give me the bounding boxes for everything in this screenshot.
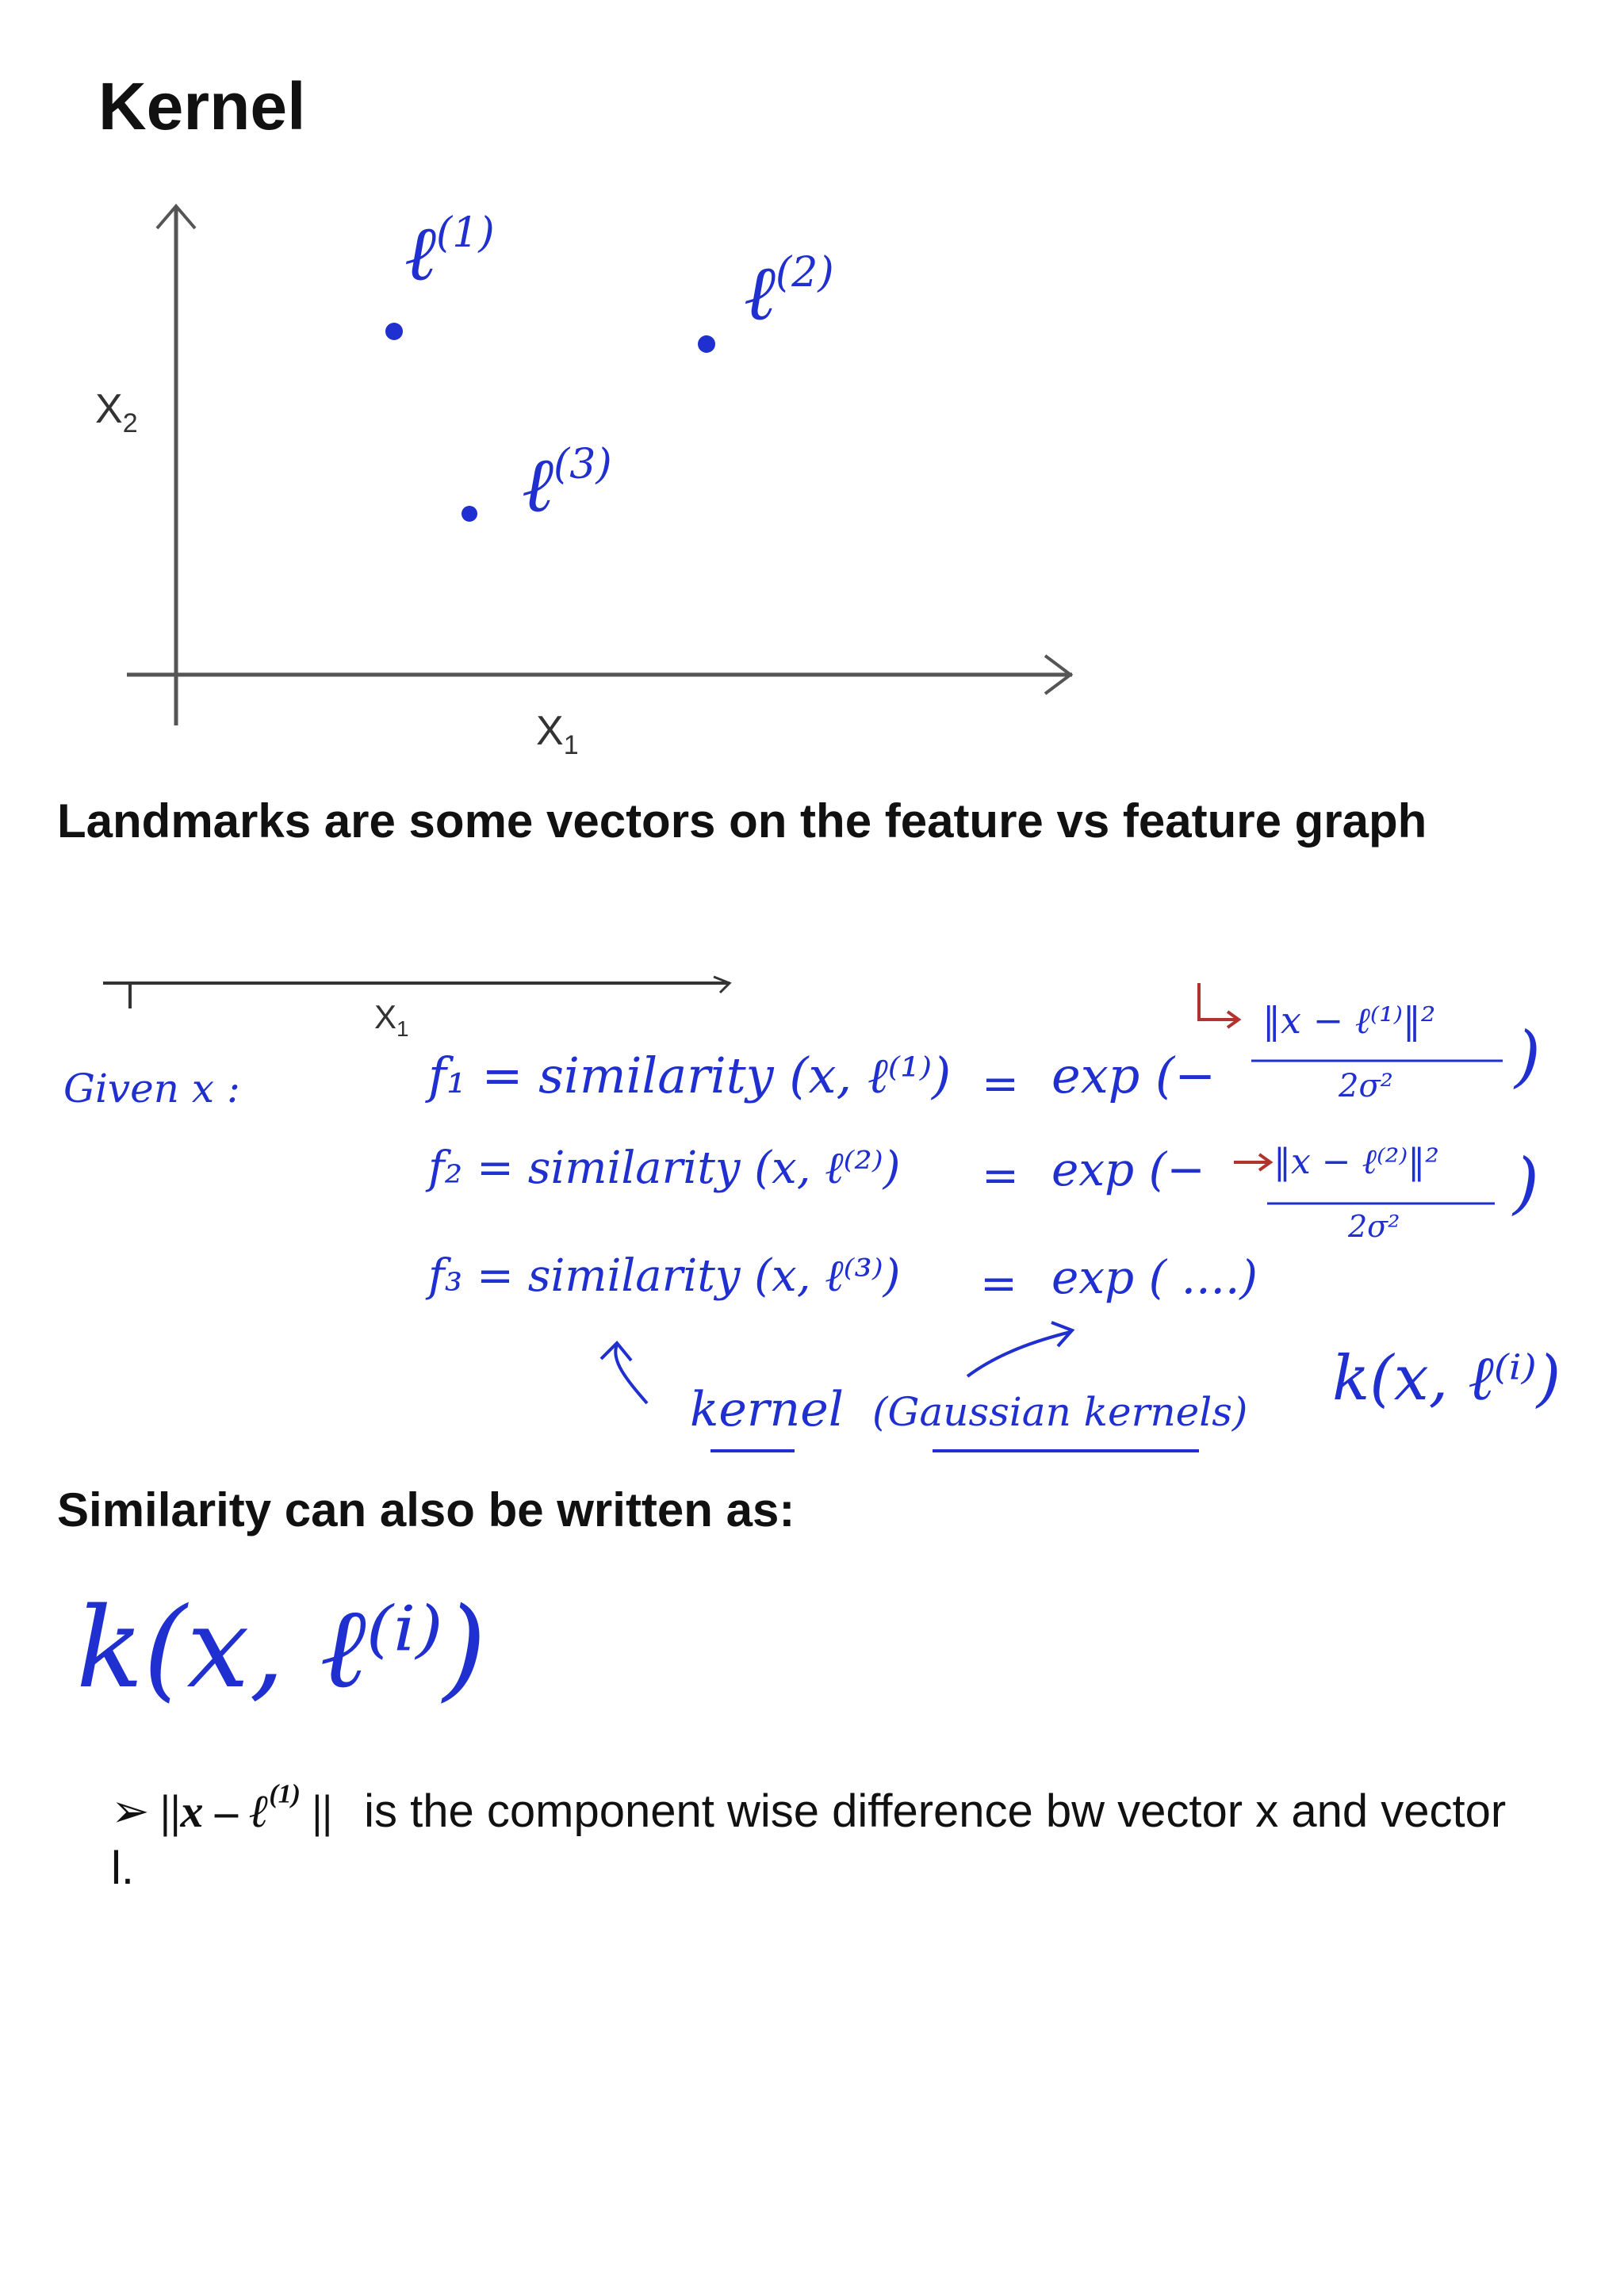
f1-equals: = <box>982 1058 1019 1110</box>
landmark-1-label: ℓ$^{(1)}$ <box>404 209 495 298</box>
page-title: Kernel <box>98 69 306 144</box>
gaussian-kernels-note: (Gaussian kernels) <box>872 1389 1248 1435</box>
f2-similarity: f₂ = similarity (x, ℓ⁽²⁾) <box>428 1142 901 1194</box>
f3-equals: = <box>980 1258 1017 1310</box>
similarity-heading: Similarity can also be written as: <box>57 1483 795 1536</box>
x-axis-label: $X_1$ <box>536 708 579 760</box>
bullet-item <box>111 1777 1538 1898</box>
arrow-bullet-icon: ➢ <box>111 1785 150 1837</box>
f2-numerator: ‖x − ℓ⁽²⁾‖² <box>1274 1142 1439 1182</box>
f2-denominator: 2σ² <box>1348 1209 1400 1244</box>
curved-arrow-to-exp <box>967 1332 1071 1376</box>
y-axis-label: $X_2$ <box>95 386 138 438</box>
kernel-function-small: k(x, ℓ⁽ⁱ⁾) <box>1332 1343 1561 1414</box>
norm-expression: ||x – ℓ$^{(1)}$ || <box>160 1779 333 1837</box>
landmarks-heading: Landmarks are some vectors on the feature vs feature graph <box>57 794 1427 848</box>
f1-numerator: ‖x − ℓ⁽¹⁾‖² <box>1262 999 1436 1042</box>
f3-exp: exp ( ....) <box>1051 1250 1258 1304</box>
landmark-3-point <box>462 506 477 522</box>
kernel-word: kernel <box>690 1382 844 1437</box>
given-x-label: Given x : <box>63 1066 240 1112</box>
f2-equals: = <box>982 1150 1019 1202</box>
bullet-text: is the component wise difference bw vector x and vector l. <box>111 1785 1507 1895</box>
f2-exp: exp (− <box>1051 1142 1205 1196</box>
f2-close-paren: ) <box>1513 1144 1539 1222</box>
kernel-function-large: k(x, ℓ⁽ⁱ⁾) <box>76 1584 487 1713</box>
landmark-1-point <box>385 323 403 340</box>
curved-arrow-to-f <box>615 1345 647 1403</box>
landmark-2-point <box>698 335 715 353</box>
f1-similarity: f₁ = similarity (x, ℓ⁽¹⁾) <box>428 1047 952 1104</box>
f1-denominator: 2σ² <box>1339 1068 1393 1104</box>
f1-exp: exp (− <box>1051 1047 1216 1104</box>
landmark-3-label: ℓ$^{(3)}$ <box>522 440 612 530</box>
landmark-2-label: ℓ$^{(2)}$ <box>744 248 834 338</box>
notes-x-axis-label: $X_1$ <box>374 998 409 1041</box>
f3-similarity: f₃ = similarity (x, ℓ⁽³⁾) <box>428 1250 901 1302</box>
f1-close-paren: ) <box>1515 1017 1541 1095</box>
